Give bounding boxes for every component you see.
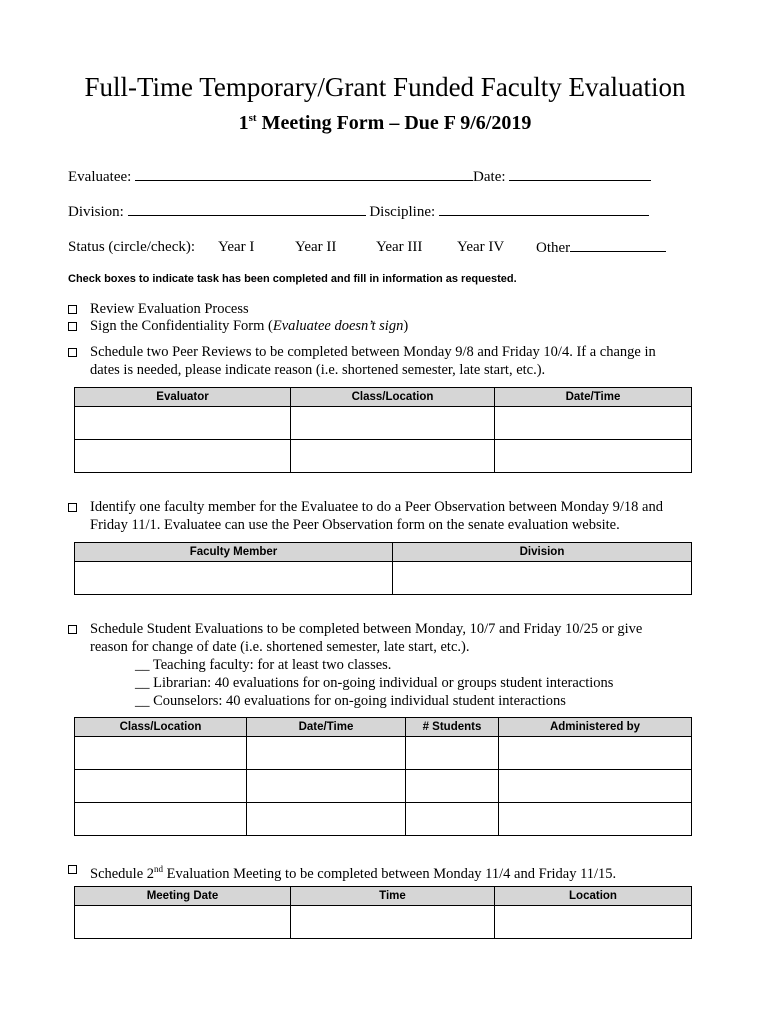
table-cell[interactable] — [75, 440, 291, 473]
second-meeting-pre: Schedule 2 — [90, 866, 155, 882]
subtitle-sup: st — [248, 112, 257, 124]
second-meeting-checkbox[interactable] — [68, 865, 77, 874]
col-administered-by: Administered by — [499, 718, 692, 737]
table-cell[interactable] — [75, 737, 247, 770]
peer-observation-checkbox[interactable] — [68, 503, 77, 512]
table-cell[interactable] — [247, 737, 406, 770]
table-cell[interactable] — [75, 562, 393, 595]
table-cell[interactable] — [75, 770, 247, 803]
peer-reviews-checkbox[interactable] — [68, 348, 77, 357]
status-other-field[interactable] — [570, 237, 666, 252]
evaluatee-field[interactable] — [135, 166, 473, 181]
peer-observation-line2: Friday 11/1. Evaluatee can use the Peer Observation form on the senate evaluation website. — [90, 517, 620, 533]
col-students: # Students — [406, 718, 499, 737]
division-field[interactable] — [128, 201, 366, 216]
table-cell[interactable] — [499, 737, 692, 770]
col-faculty-member: Faculty Member — [75, 543, 393, 562]
division-label: Division: — [68, 204, 124, 220]
table-cell[interactable] — [406, 803, 499, 836]
table-cell[interactable] — [406, 737, 499, 770]
table-cell[interactable] — [247, 803, 406, 836]
form-subtitle — [0, 104, 770, 137]
student-evals-line2: reason for change of date (i.e. shortened semester, late start, etc.). — [90, 639, 470, 655]
col-evaluator: Evaluator — [75, 388, 291, 407]
form-title: Full-Time Temporary/Grant Funded Faculty Evaluation — [84, 72, 686, 102]
peer-reviews-table — [74, 387, 692, 473]
col-time: Time — [291, 887, 495, 906]
confidentiality-task — [90, 317, 408, 335]
peer-observation-table — [74, 542, 692, 595]
col-class-location: Class/Location — [75, 718, 247, 737]
confidentiality-text: Sign the Confidentiality Form ( — [90, 318, 273, 334]
table-cell[interactable] — [75, 407, 291, 440]
peer-observation-line1: Identify one faculty member for the Evaluatee to do a Peer Observation between Monday 9/18 and — [90, 499, 663, 515]
table-cell[interactable] — [495, 407, 692, 440]
review-checkbox[interactable] — [68, 305, 77, 314]
student-evals-table — [74, 717, 692, 836]
second-meeting-sup: nd — [154, 864, 164, 874]
status-other[interactable] — [536, 237, 666, 258]
col-division: Division — [393, 543, 692, 562]
table-cell[interactable] — [495, 440, 692, 473]
status-year-3[interactable]: Year III — [376, 239, 423, 255]
confidentiality-close: ) — [403, 318, 409, 334]
evaluatee-label: Evaluatee: — [68, 169, 132, 185]
discipline-label: Discipline: — [369, 204, 436, 220]
peer-reviews-line2: dates is needed, please indicate reason (i.e. shortened semester, late start, etc.). — [90, 362, 546, 378]
table-cell[interactable] — [291, 440, 495, 473]
col-class-location: Class/Location — [291, 388, 495, 407]
instructions: Check boxes to indicate task has been completed and fill in information as requested. — [68, 273, 517, 285]
table-cell[interactable] — [291, 407, 495, 440]
student-evals-line1: Schedule Student Evaluations to be completed between Monday, 10/7 and Friday 10/25 or give — [90, 621, 643, 637]
subtitle-ordinal: 1 — [238, 112, 249, 134]
second-meeting-post: Evaluation Meeting to be completed between Monday 11/4 and Friday 11/15. — [163, 866, 617, 882]
table-cell[interactable] — [499, 803, 692, 836]
date-field[interactable] — [509, 166, 651, 181]
date-label: Date: — [473, 169, 506, 185]
student-evals-checkbox[interactable] — [68, 625, 77, 634]
col-location: Location — [495, 887, 692, 906]
col-date-time: Date/Time — [495, 388, 692, 407]
student-evals-teaching: __ Teaching faculty: for at least two classes. — [135, 657, 392, 673]
table-cell[interactable] — [247, 770, 406, 803]
second-meeting-task — [90, 860, 616, 883]
division-row — [68, 201, 649, 222]
second-meeting-table — [74, 886, 692, 939]
table-cell[interactable] — [393, 562, 692, 595]
confidentiality-note: Evaluatee doesn’t sign — [272, 318, 404, 334]
table-cell[interactable] — [499, 770, 692, 803]
status-label: Status (circle/check): — [68, 239, 196, 255]
review-task: Review Evaluation Process — [90, 301, 249, 317]
table-cell[interactable] — [406, 770, 499, 803]
status-year-1[interactable]: Year I — [218, 239, 255, 255]
discipline-field[interactable] — [439, 201, 649, 216]
table-cell[interactable] — [75, 803, 247, 836]
student-evals-librarian: __ Librarian: 40 evaluations for on-going individual or groups student interactions — [135, 675, 614, 691]
col-date-time: Date/Time — [247, 718, 406, 737]
col-meeting-date: Meeting Date — [75, 887, 291, 906]
table-cell[interactable] — [291, 906, 495, 939]
table-cell[interactable] — [495, 906, 692, 939]
evaluatee-row — [68, 166, 651, 187]
status-other-label: Other — [536, 240, 571, 256]
peer-reviews-line1: Schedule two Peer Reviews to be completed between Monday 9/8 and Friday 10/4. If a change in — [90, 344, 656, 360]
status-year-4[interactable]: Year IV — [457, 239, 505, 255]
subtitle-rest: Meeting Form – Due F 9/6/2019 — [256, 112, 532, 134]
table-cell[interactable] — [75, 906, 291, 939]
student-evals-counselors: __ Counselors: 40 evaluations for on-going individual student interactions — [135, 693, 566, 709]
confidentiality-checkbox[interactable] — [68, 322, 77, 331]
status-year-2[interactable]: Year II — [295, 239, 337, 255]
